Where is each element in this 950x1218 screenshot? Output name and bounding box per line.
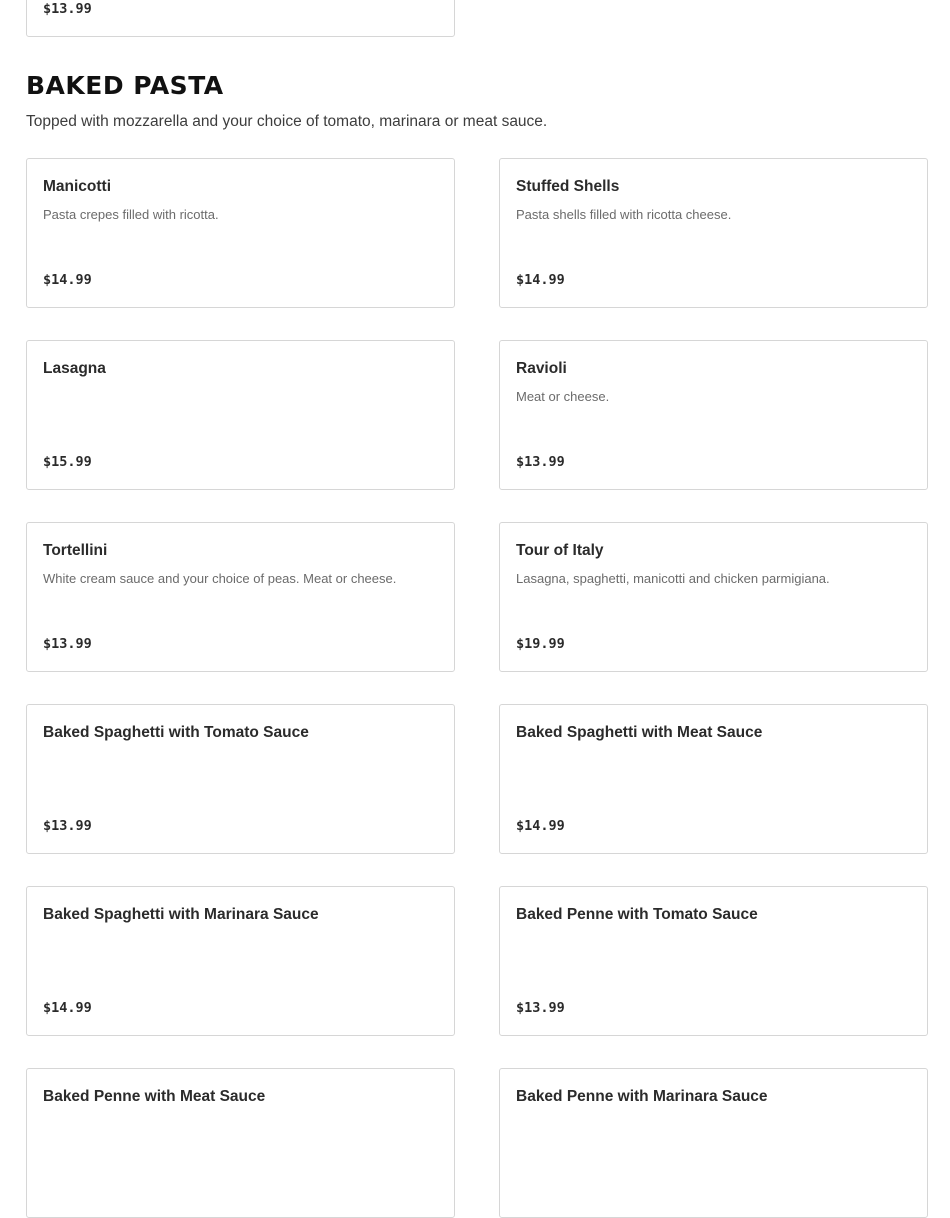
menu-item-name: Tortellini <box>43 542 108 559</box>
menu-item-price: $13.99 <box>516 1000 565 1016</box>
menu-item-name: Baked Penne with Marinara Sauce <box>516 1088 768 1105</box>
section-title: BAKED PASTA <box>26 71 224 100</box>
menu-item-card[interactable] <box>499 522 928 672</box>
menu-item-card[interactable] <box>499 158 928 308</box>
menu-item-description: White cream sauce and your choice of peas. Meat or cheese. <box>43 571 397 586</box>
menu-item-price: $15.99 <box>43 454 92 470</box>
menu-item-card[interactable] <box>499 340 928 490</box>
menu-item-price: $14.99 <box>43 272 92 288</box>
menu-item-card[interactable] <box>499 704 928 854</box>
menu-item-card[interactable] <box>26 0 455 37</box>
menu-item-card[interactable] <box>26 886 455 1036</box>
menu-item-price: $19.99 <box>516 636 565 652</box>
menu-item-card[interactable] <box>26 1068 455 1218</box>
menu-item-name: Ravioli <box>516 360 567 377</box>
menu-item-name: Lasagna <box>43 360 106 377</box>
menu-item-name: Manicotti <box>43 178 112 195</box>
menu-item-price: $13.99 <box>43 1 92 17</box>
menu-item-description: Lasagna, spaghetti, manicotti and chicken parmigiana. <box>516 571 830 586</box>
menu-item-card[interactable] <box>499 1068 928 1218</box>
menu-item-price: $14.99 <box>516 272 565 288</box>
menu-item-price: $13.99 <box>43 818 92 834</box>
menu-item-description: Meat or cheese. <box>516 389 610 404</box>
menu-item-description: Pasta crepes filled with ricotta. <box>43 207 219 222</box>
menu-item-name: Baked Spaghetti with Tomato Sauce <box>43 724 309 741</box>
menu-item-price: $13.99 <box>43 636 92 652</box>
menu-item-price: $13.99 <box>516 454 565 470</box>
menu-item-name: Baked Penne with Meat Sauce <box>43 1088 266 1105</box>
menu-item-price: $14.99 <box>43 1000 92 1016</box>
menu-item-name: Tour of Italy <box>516 542 604 559</box>
menu-item-name: Baked Penne with Tomato Sauce <box>516 906 758 923</box>
menu-item-price: $14.99 <box>516 818 565 834</box>
menu-item-card[interactable] <box>26 522 455 672</box>
menu-item-name: Baked Spaghetti with Marinara Sauce <box>43 906 319 923</box>
menu-item-card[interactable] <box>26 158 455 308</box>
menu-item-name: Baked Spaghetti with Meat Sauce <box>516 724 763 741</box>
menu-item-name: Stuffed Shells <box>516 178 620 195</box>
menu-item-card[interactable] <box>26 340 455 490</box>
section-subtitle: Topped with mozzarella and your choice of tomato, marinara or meat sauce. <box>26 113 548 130</box>
menu-item-card[interactable] <box>26 704 455 854</box>
menu-item-card[interactable] <box>499 886 928 1036</box>
menu-item-description: Pasta shells filled with ricotta cheese. <box>516 207 732 222</box>
